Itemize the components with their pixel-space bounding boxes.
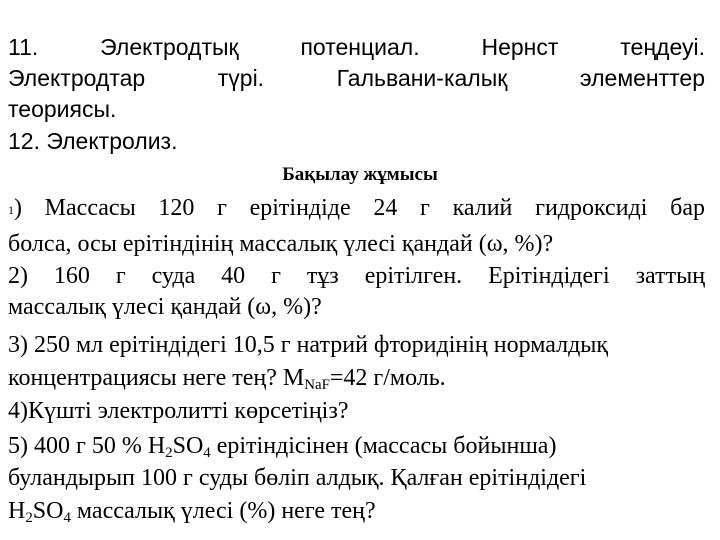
formula-subscript: 4 xyxy=(203,445,211,462)
task-3-line-1: 3) 250 мл ерітіндідегі 10,5 г натрий фторидінің нормалдық xyxy=(8,332,609,358)
line-theory: теориясы. xyxy=(8,96,117,122)
task-1-line-2: болса, осы ерітіндінің массалық үлесі қандай (ω, %)? xyxy=(8,231,554,257)
line-11-electrode-potential: 11. Электродтық потенциал. Нернст теңдеуі. xyxy=(8,34,705,60)
task-3-line-2: концентрациясы неге тең? $M_{NaF}=42$ г/моль. xyxy=(8,365,446,394)
task-5-line-1: 5) 400 г 50 % $H_2SO_4$ ерітіндісінен (массасы бойынша) xyxy=(8,433,557,462)
task-2-line-2: массалық үлесі қандай (ω, %)? xyxy=(8,294,322,320)
formula-subscript: 2 xyxy=(165,445,173,462)
line-12-electrolysis: 12. Электролиз. xyxy=(8,128,178,154)
task-5-line-3: $H_2SO_4$ массалық үлесі (%) неге тең? xyxy=(8,498,376,527)
task-1-number: 1 xyxy=(8,203,14,217)
formula-subscript-naf: NaF xyxy=(304,377,330,394)
task-1-line-1: 1) Массасы 120 г ерітіндіде 24 г калий гидроксиді бар xyxy=(8,195,705,221)
formula-subscript: 4 xyxy=(63,510,71,527)
line-electrode-types: Электродтар түрі. Гальвани-калық элементтер xyxy=(8,65,706,91)
formula-subscript: 2 xyxy=(25,510,33,527)
task-5-line-2: буландырып 100 г суды бөліп алдық. Қалған ерітіндідегі xyxy=(8,465,587,491)
section-heading: Бақылау жұмысы xyxy=(282,164,438,185)
task-2-line-1: 2) 160 г суда 40 г тұз ерітілген. Ерітіндідегі заттың xyxy=(8,263,706,289)
task-4-line-1: 4)Күшті электролитті көрсетіңіз? xyxy=(8,398,349,424)
